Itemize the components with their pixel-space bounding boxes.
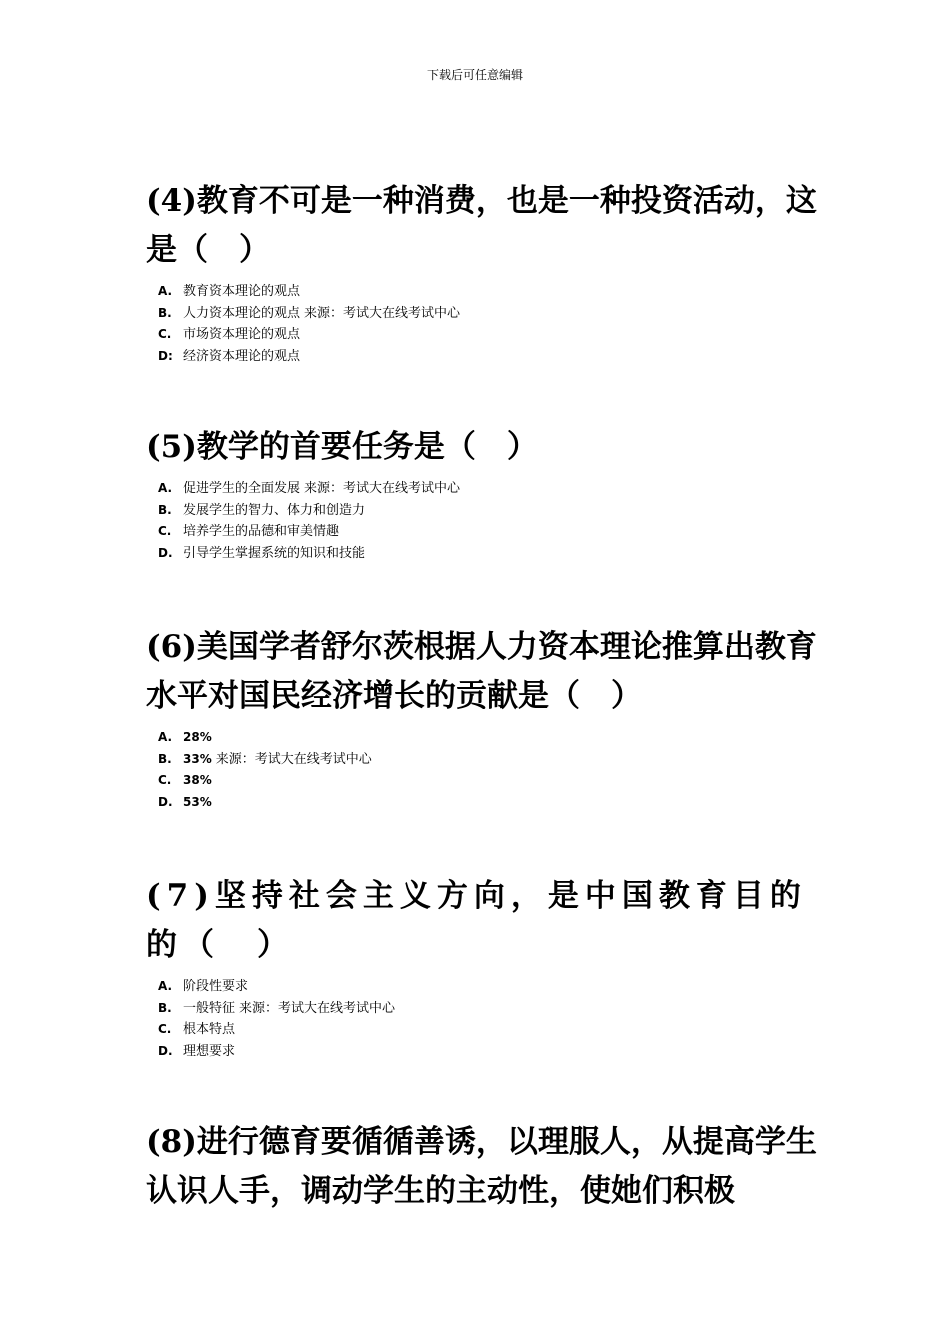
option-c[interactable] <box>158 324 826 346</box>
option-d[interactable] <box>158 1041 826 1063</box>
option-text: 一般特征 <box>183 1000 236 1016</box>
source-note: 来源：考试大在线考试中心 <box>304 481 461 496</box>
page-header: 下载后可任意编辑 <box>426 68 523 82</box>
option-letter: C. <box>158 327 172 341</box>
option-letter: C. <box>158 773 172 787</box>
option-letter: B. <box>158 1000 172 1015</box>
source-note: 来源：考试大在线考试中心 <box>239 1000 396 1016</box>
option-d[interactable] <box>158 792 826 814</box>
question-5 <box>146 423 826 564</box>
option-letter: D: <box>158 348 173 363</box>
question-stem: (7)坚持社会主义方向，是中国教育目的的（ ） <box>146 878 807 963</box>
option-letter: B. <box>158 305 172 320</box>
option-a[interactable] <box>158 976 826 998</box>
option-letter: C. <box>158 524 172 538</box>
question-stem: (6)美国学者舒尔茨根据人力资本理论推算出教育水平对国民经济增长的贡献是（ ） <box>146 629 817 714</box>
option-text: 引导学生掌握系统的知识和技能 <box>183 545 366 561</box>
option-text: 33% <box>183 751 212 766</box>
option-text: 28% <box>183 730 212 744</box>
question-8 <box>146 1118 826 1216</box>
option-b[interactable] <box>158 303 826 325</box>
options-list <box>158 976 826 1062</box>
option-letter: A. <box>158 730 173 744</box>
option-text: 53% <box>183 794 212 809</box>
option-text: 市场资本理论的观点 <box>183 327 301 342</box>
source-note: 来源：考试大在线考试中心 <box>304 305 461 321</box>
option-letter: A. <box>158 284 173 298</box>
option-letter: D. <box>158 545 173 560</box>
option-text: 38% <box>183 773 212 787</box>
question-6 <box>146 623 826 813</box>
question-7 <box>146 872 826 1062</box>
option-letter: D. <box>158 794 173 809</box>
option-text: 培养学生的品德和审美情趣 <box>183 524 340 539</box>
option-a[interactable] <box>158 727 826 749</box>
option-d[interactable] <box>158 346 826 368</box>
option-text: 促进学生的全面发展 <box>183 481 301 496</box>
option-b[interactable] <box>158 998 826 1020</box>
question-4 <box>146 177 826 367</box>
option-b[interactable] <box>158 500 826 522</box>
question-stem: (8)进行德育要循循善诱，以理服人，从提高学生认识人手，调动学生的主动性，使她们积极 <box>146 1124 817 1209</box>
options-list <box>158 478 826 564</box>
options-list <box>158 281 826 367</box>
option-letter: A. <box>158 979 173 993</box>
option-letter: B. <box>158 751 172 766</box>
option-text: 根本特点 <box>183 1022 236 1037</box>
option-a[interactable] <box>158 478 826 500</box>
option-letter: D. <box>158 1043 173 1058</box>
option-d[interactable] <box>158 543 826 565</box>
question-stem: (4)教育不可是一种消费，也是一种投资活动，这是（ ） <box>146 183 817 268</box>
source-note: 来源：考试大在线考试中心 <box>215 751 372 767</box>
option-text: 理想要求 <box>183 1043 236 1059</box>
option-c[interactable] <box>158 1019 826 1041</box>
option-a[interactable] <box>158 281 826 303</box>
option-c[interactable] <box>158 521 826 543</box>
option-text: 教育资本理论的观点 <box>183 284 301 299</box>
option-text: 人力资本理论的观点 <box>183 305 301 321</box>
option-b[interactable] <box>158 749 826 771</box>
option-text: 经济资本理论的观点 <box>183 348 301 364</box>
option-text: 阶段性要求 <box>183 979 249 994</box>
option-letter: C. <box>158 1022 172 1036</box>
option-c[interactable] <box>158 770 826 792</box>
option-text: 发展学生的智力、体力和创造力 <box>183 502 366 518</box>
option-letter: A. <box>158 481 173 495</box>
question-stem: (5)教学的首要任务是（ ） <box>146 429 538 465</box>
option-letter: B. <box>158 502 172 517</box>
options-list <box>158 727 826 813</box>
